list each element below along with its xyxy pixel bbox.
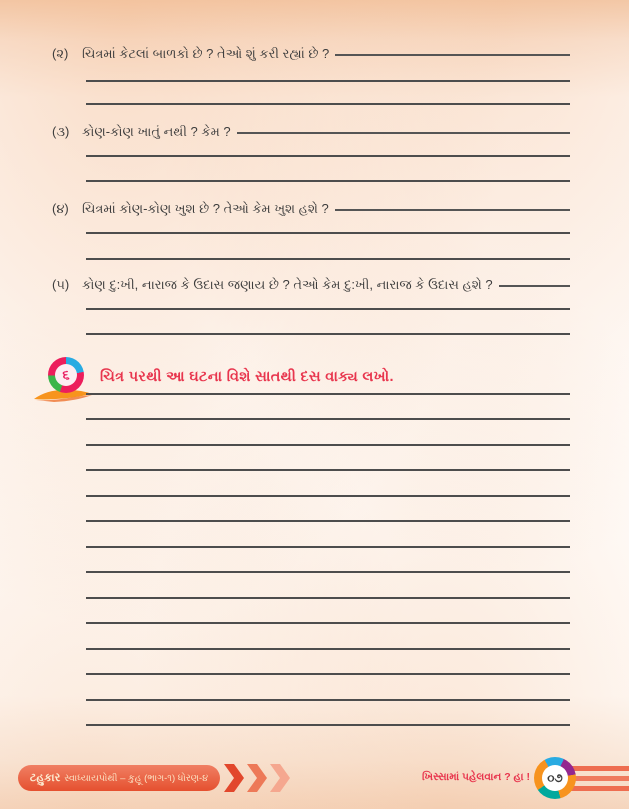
question-number: (૫) (52, 277, 70, 292)
question-row-4 (52, 201, 570, 217)
question-number: (૨) (52, 46, 69, 61)
writing-line (86, 648, 570, 650)
page-number-badge (534, 757, 576, 799)
writing-line (86, 546, 570, 548)
question-row-3 (52, 124, 570, 140)
question-text: ચિત્રમાં કેટલાં બાળકો છે ? તેઓ શું કરી રહ્યાં છે ? (82, 46, 330, 61)
writing-line (86, 393, 570, 395)
writing-line (86, 724, 570, 726)
answer-line (86, 180, 570, 182)
writing-line (86, 469, 570, 471)
writing-line (86, 418, 570, 420)
section-number-badge (46, 357, 86, 397)
answer-line (86, 333, 570, 335)
writing-line (86, 673, 570, 675)
section-header (46, 357, 394, 397)
footer-series-label: સ્વાધ્યાયપોથી – કુહૂ (ભાગ-૧) ધોરણ-૪ (64, 772, 209, 784)
section-number: ૬ (55, 364, 77, 386)
writing-line (86, 571, 570, 573)
writing-line (86, 622, 570, 624)
question-fill-line (335, 201, 570, 211)
page-number: ૦૭ (542, 765, 568, 791)
answer-line (86, 80, 570, 82)
question-text: ચિત્રમાં કોણ-કોણ ખુશ છે ? તેઓ કેમ ખુશ હશે ? (82, 201, 329, 216)
chevron-right-icon (224, 764, 244, 792)
footer-series-bar (18, 765, 220, 791)
section-title: ચિત્ર પરથી આ ઘટના વિશે સાતથી દસ વાક્ય લખો. (100, 369, 394, 385)
answer-line (86, 232, 570, 234)
question-text: કોણ દુ:ખી, નારાજ કે ઉદાસ જણાય છે ? તેઓ કેમ દુ:ખી, નારાજ કે ઉદાસ હશે ? (82, 277, 493, 292)
question-fill-line (335, 46, 570, 56)
question-row-5 (52, 277, 570, 293)
chevron-right-icon (270, 764, 290, 792)
question-number: (૩) (52, 124, 70, 139)
question-fill-line (499, 277, 570, 287)
answer-line (86, 103, 570, 105)
footer-chapter-title: ખિસ્સામાં પહેલવાન ? હા ! (421, 771, 530, 783)
footer-chevrons (224, 764, 293, 792)
question-fill-line (237, 124, 570, 134)
chevron-right-icon (247, 764, 267, 792)
question-text: કોણ-કોણ ખાતું નથી ? કેમ ? (82, 124, 231, 139)
answer-line (86, 258, 570, 260)
question-row-2 (52, 46, 570, 62)
footer-series-logo: ટહુકાર (29, 771, 61, 784)
writing-line (86, 520, 570, 522)
answer-line (86, 308, 570, 310)
question-number: (૪) (52, 201, 69, 216)
writing-line (86, 597, 570, 599)
writing-line (86, 444, 570, 446)
writing-line (86, 495, 570, 497)
writing-line (86, 699, 570, 701)
answer-line (86, 155, 570, 157)
